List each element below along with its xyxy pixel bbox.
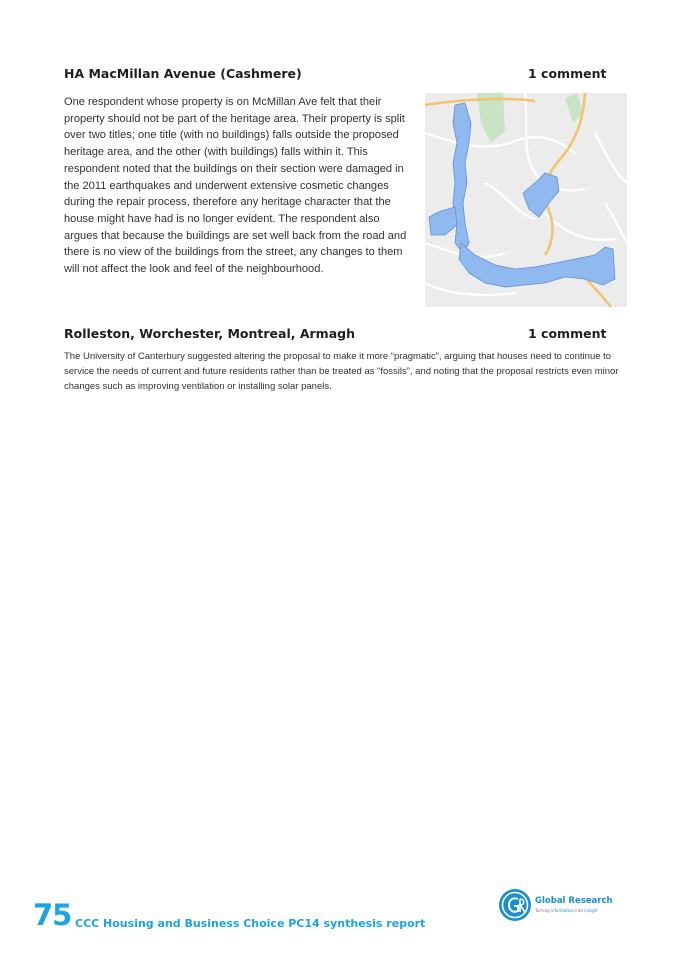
logo-icon [498, 888, 532, 922]
logo-tagline: Turning information into insight [535, 908, 598, 913]
heritage-area-map [425, 93, 627, 307]
section-body: The University of Canterbury suggested altering the proposal to make it more “pragmatic”, arguing that houses need to continue to service the needs of current and future residents rather than be treated as “fossils”, and noting that the proposal restricts even minor changes such as improving ventilation or installing solar panels. [64, 351, 619, 393]
section-title: HA MacMillan Avenue (Cashmere) [64, 66, 302, 81]
report-title: CCC Housing and Business Choice PC14 synthesis report [75, 917, 426, 930]
comment-count: 1 comment [528, 326, 607, 341]
logo-name: Global Research [535, 896, 613, 906]
comment-count: 1 comment [528, 66, 607, 81]
section-body: One respondent whose property is on McMillan Ave felt that their property should not be part of the heritage area. Their property is split over two titles; one title (with no buildings) falls outside the proposed heritage area, and the other (with buildings) falls within it. This respondent noted that the buildings on their section were damaged in the 2011 earthquakes and underwent extensive cosmetic changes during the repair process, therefore any heritage character that the house might have had is no longer evident. The respondent also argues that because the buildings are set well back from the road and there is no view of the buildings from the street, any changes to them will not affect the look and feel of the neighbourhood. [64, 96, 407, 276]
global-research-logo [498, 887, 628, 923]
page-number: 75 [33, 898, 72, 932]
section-title: Rolleston, Worchester, Montreal, Armagh [64, 326, 355, 341]
map-graphic [425, 93, 627, 307]
